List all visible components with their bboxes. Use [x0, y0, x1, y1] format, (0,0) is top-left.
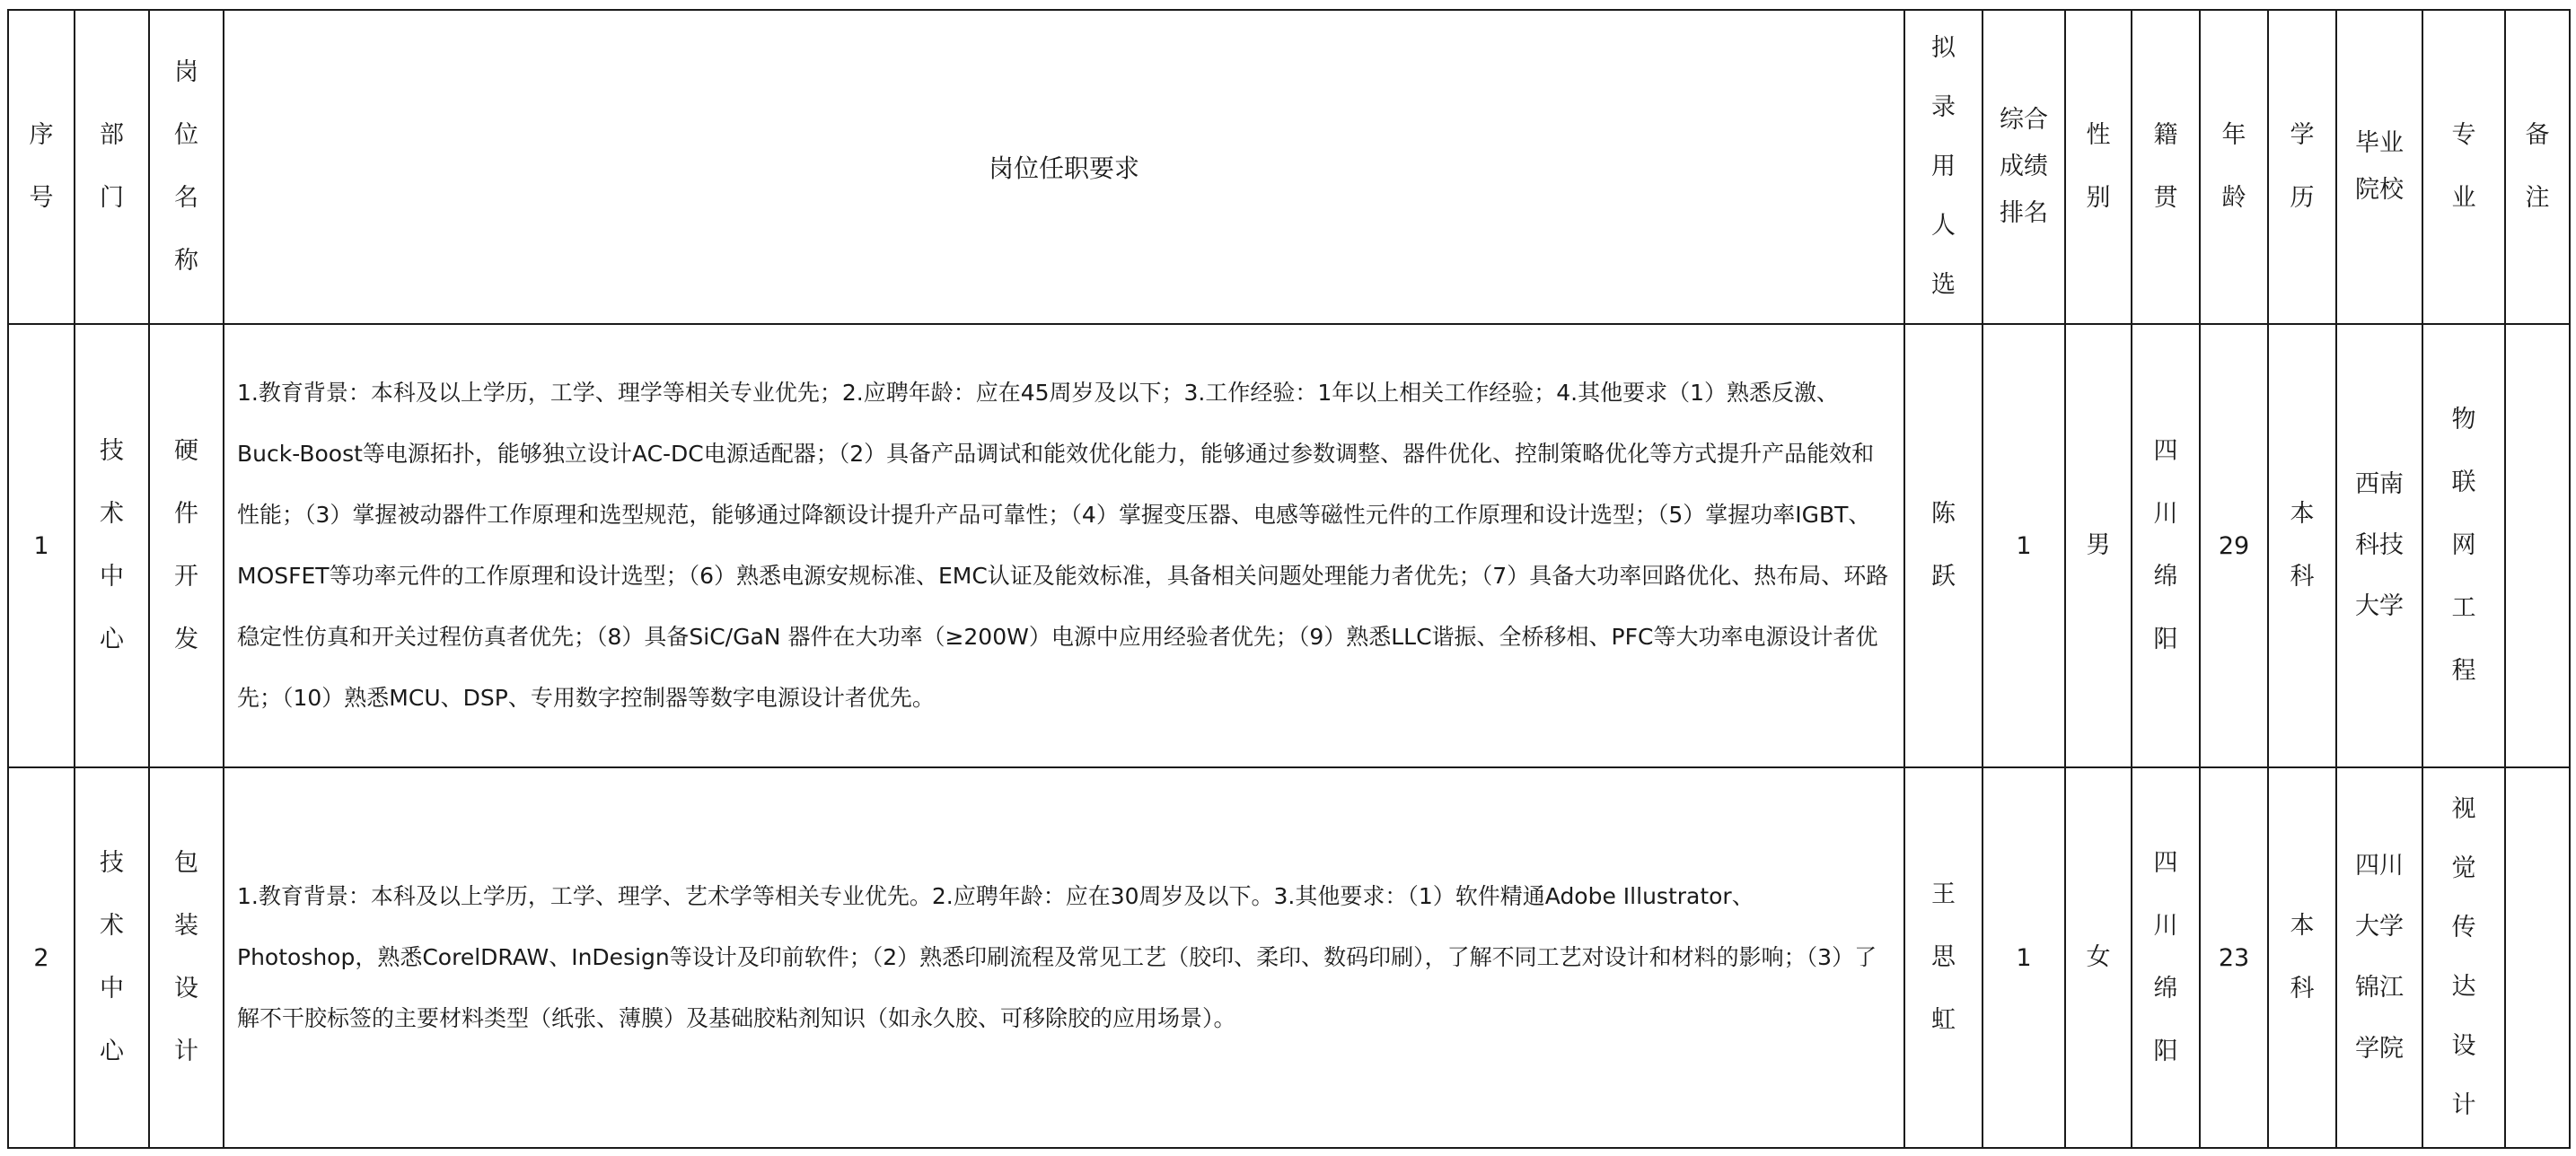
- header-school: 毕业院校: [2336, 10, 2422, 324]
- row-remark: [2505, 324, 2570, 767]
- header-requirements: 岗位任职要求: [224, 10, 1904, 324]
- row-rank: 1: [1983, 767, 2065, 1148]
- row-school: 西南科技大学: [2336, 324, 2422, 767]
- row-age: 29: [2200, 324, 2268, 767]
- row-rank: 1: [1983, 324, 2065, 767]
- header-gender: 性别: [2065, 10, 2132, 324]
- header-age: 年龄: [2200, 10, 2268, 324]
- row-candidate: 王思虹: [1904, 767, 1983, 1148]
- header-origin: 籍贯: [2132, 10, 2200, 324]
- row-requirements: 1.教育背景：本科及以上学历，工学、理学、艺术学等相关专业优先。2.应聘年龄：应在30周岁及以下。3.其他要求：（1）软件精通Adobe Illustrator、Photoshop，熟悉CorelDRAW、InDesign等设计及印前软件；（2）熟悉印刷流程及常见工艺（胶印、柔印、数码印刷），了解不同工艺对设计和材料的影响；（3）了解不干胶标签的主要材料类型（纸张、薄膜）及基础胶粘剂知识（如永久胶、可移除胶的应用场景）。: [224, 767, 1904, 1148]
- table-row: [8, 324, 2570, 767]
- header-remark: 备注: [2505, 10, 2570, 324]
- row-origin: 四川绵阳: [2132, 767, 2200, 1148]
- row-dept: 技术中心: [75, 767, 149, 1148]
- row-origin: 四川绵阳: [2132, 324, 2200, 767]
- header-education: 学历: [2268, 10, 2336, 324]
- header-candidate: 拟录用人选: [1904, 10, 1983, 324]
- row-position: 硬件开发: [149, 324, 224, 767]
- table-row: [8, 767, 2570, 1148]
- row-seq: 2: [8, 767, 75, 1148]
- row-seq: 1: [8, 324, 75, 767]
- header-rank: 综合成绩排名: [1983, 10, 2065, 324]
- header-major: 专业: [2422, 10, 2505, 324]
- row-age: 23: [2200, 767, 2268, 1148]
- header-seq: 序号: [8, 10, 75, 324]
- row-gender: 女: [2065, 767, 2132, 1148]
- row-major: 物联网工程: [2422, 324, 2505, 767]
- row-candidate: 陈跃: [1904, 324, 1983, 767]
- row-education: 本科: [2268, 324, 2336, 767]
- hiring-table: [7, 9, 2571, 1149]
- row-position: 包装设计: [149, 767, 224, 1148]
- row-gender: 男: [2065, 324, 2132, 767]
- header-dept: 部门: [75, 10, 149, 324]
- row-school: 四川大学锦江学院: [2336, 767, 2422, 1148]
- row-remark: [2505, 767, 2570, 1148]
- row-major: 视觉传达设计: [2422, 767, 2505, 1148]
- header-row: [8, 10, 2570, 324]
- row-requirements: 1.教育背景：本科及以上学历，工学、理学等相关专业优先；2.应聘年龄：应在45周岁及以下；3.工作经验：1年以上相关工作经验；4.其他要求（1）熟悉反激、Buck-Boost等电源拓扑，能够独立设计AC-DC电源适配器；（2）具备产品调试和能效优化能力，能够通过参数调整、器件优化、控制策略优化等方式提升产品能效和性能；（3）掌握被动器件工作原理和选型规范，能够通过降额设计提升产品可靠性；（4）掌握变压器、电感等磁性元件的工作原理和设计选型；（5）掌握功率IGBT、MOSFET等功率元件的工作原理和设计选型；（6）熟悉电源安规标准、EMC认证及能效标准，具备相关问题处理能力者优先；（7）具备大功率回路优化、热布局、环路稳定性仿真和开关过程仿真者优先；（8）具备SiC/GaN 器件在大功率（≥200W）电源中应用经验者优先；（9）熟悉LLC谐振、全桥移相、PFC等大功率电源设计者优先；（10）熟悉MCU、DSP、专用数字控制器等数字电源设计者优先。: [224, 324, 1904, 767]
- row-dept: 技术中心: [75, 324, 149, 767]
- header-position: 岗位名称: [149, 10, 224, 324]
- row-education: 本科: [2268, 767, 2336, 1148]
